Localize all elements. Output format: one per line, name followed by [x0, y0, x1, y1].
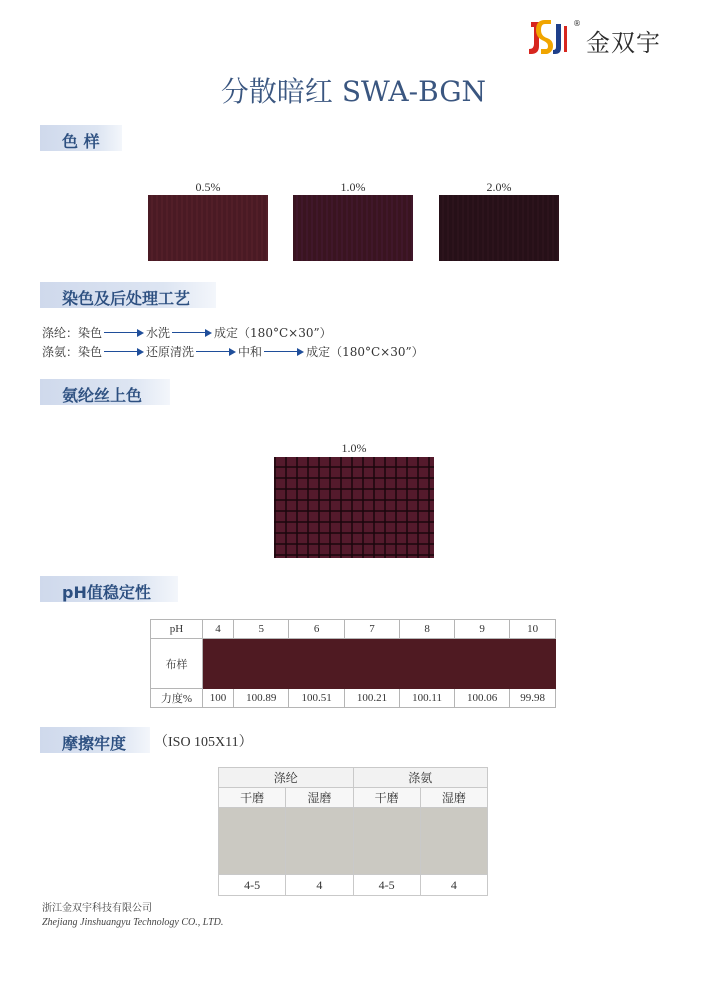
- fabric-sample-strip: [203, 639, 556, 689]
- ph-value: 4: [203, 620, 234, 639]
- process-step: 中和: [238, 345, 263, 359]
- spandex-label: 1.0%: [341, 441, 367, 455]
- fiber-group-header: 涤氨: [353, 768, 488, 788]
- arrow-right-icon: [264, 348, 304, 356]
- rub-type-header: 湿磨: [420, 788, 487, 808]
- section-rubbing-fastness: 摩擦牢度: [40, 727, 150, 753]
- process-step: 还原清洗: [146, 345, 195, 359]
- fastness-grade: 4-5: [353, 875, 420, 896]
- row-label-ph: pH: [151, 620, 203, 639]
- strength-value: 100: [203, 689, 234, 708]
- rubbing-cloth-sample: [420, 808, 487, 875]
- process-step: 水洗: [146, 326, 171, 340]
- fastness-grade: 4: [420, 875, 487, 896]
- company-name-cn: 浙江金双宇科技有限公司: [42, 903, 152, 914]
- ph-stability-table: [150, 619, 556, 708]
- rub-type-header: 干磨: [219, 788, 286, 808]
- company-footer: [42, 902, 223, 930]
- ph-value: 8: [400, 620, 455, 639]
- rubbing-cloth-sample: [353, 808, 420, 875]
- rub-type-header: 湿磨: [286, 788, 353, 808]
- process-step: 成定（180°C×30”）: [306, 345, 424, 359]
- ph-value: 10: [510, 620, 556, 639]
- color-swatch: [148, 195, 268, 261]
- table-row: [219, 788, 488, 808]
- product-name: 分散暗红: [220, 75, 333, 108]
- rubbing-fastness-table: [218, 767, 488, 896]
- strength-value: 100.89: [234, 689, 289, 708]
- strength-value: 100.06: [454, 689, 509, 708]
- section-dyeing-process: 染色及后处理工艺: [40, 282, 216, 308]
- section-color-sample: 色 样: [40, 125, 122, 151]
- spandex-swatch: [274, 457, 434, 558]
- section-spandex-dyeing: 氨纶丝上色: [40, 379, 170, 405]
- table-row: [151, 620, 556, 639]
- row-label-strength: 力度%: [151, 689, 203, 708]
- table-row: [219, 768, 488, 788]
- arrow-right-icon: [196, 348, 236, 356]
- ph-value: 7: [344, 620, 399, 639]
- ph-value: 5: [234, 620, 289, 639]
- fiber-group-header: 涤纶: [219, 768, 354, 788]
- svg-text:®: ®: [573, 19, 581, 28]
- brand-name: 金双宇: [586, 29, 661, 57]
- strength-value: 100.21: [344, 689, 399, 708]
- arrow-right-icon: [172, 329, 212, 337]
- fastness-grade: 4-5: [219, 875, 286, 896]
- fastness-grade: 4: [286, 875, 353, 896]
- table-row: [151, 689, 556, 708]
- strength-value: 100.51: [289, 689, 344, 708]
- process-line-polyester-spandex: [42, 343, 424, 360]
- arrow-right-icon: [104, 348, 144, 356]
- color-swatch: [293, 195, 413, 261]
- brand-logo: [527, 18, 677, 58]
- table-row: [219, 875, 488, 896]
- swatch-label: 0.5%: [195, 180, 221, 194]
- section-ph-stability: pH值稳定性: [40, 576, 178, 602]
- table-row: [151, 639, 556, 689]
- ph-value: 9: [454, 620, 509, 639]
- process-step: 染色: [78, 326, 103, 340]
- iso-standard: （ISO 105X11）: [154, 735, 253, 750]
- color-swatch: [439, 195, 559, 261]
- jsy-logo-icon: [527, 18, 579, 58]
- process-line-polyester: [42, 324, 332, 341]
- process-step: 染色: [78, 345, 103, 359]
- process-fiber: 涤纶：: [42, 326, 79, 340]
- arrow-right-icon: [104, 329, 144, 337]
- row-label-fabric: 布样: [151, 639, 203, 689]
- process-step: 成定（180°C×30”）: [214, 326, 332, 340]
- strength-value: 99.98: [510, 689, 556, 708]
- page-title: [0, 70, 707, 110]
- strength-value: 100.11: [400, 689, 455, 708]
- company-name-en: Zhejiang Jinshuangyu Technology CO., LTD.: [42, 917, 224, 928]
- swatch-label: 1.0%: [340, 180, 366, 194]
- rubbing-cloth-sample: [286, 808, 353, 875]
- swatch-label: 2.0%: [486, 180, 512, 194]
- table-row: [219, 808, 488, 875]
- process-fiber: 涤氨：: [42, 345, 79, 359]
- rubbing-cloth-sample: [219, 808, 286, 875]
- product-code: SWA-BGN: [341, 75, 487, 108]
- ph-value: 6: [289, 620, 344, 639]
- rub-type-header: 干磨: [353, 788, 420, 808]
